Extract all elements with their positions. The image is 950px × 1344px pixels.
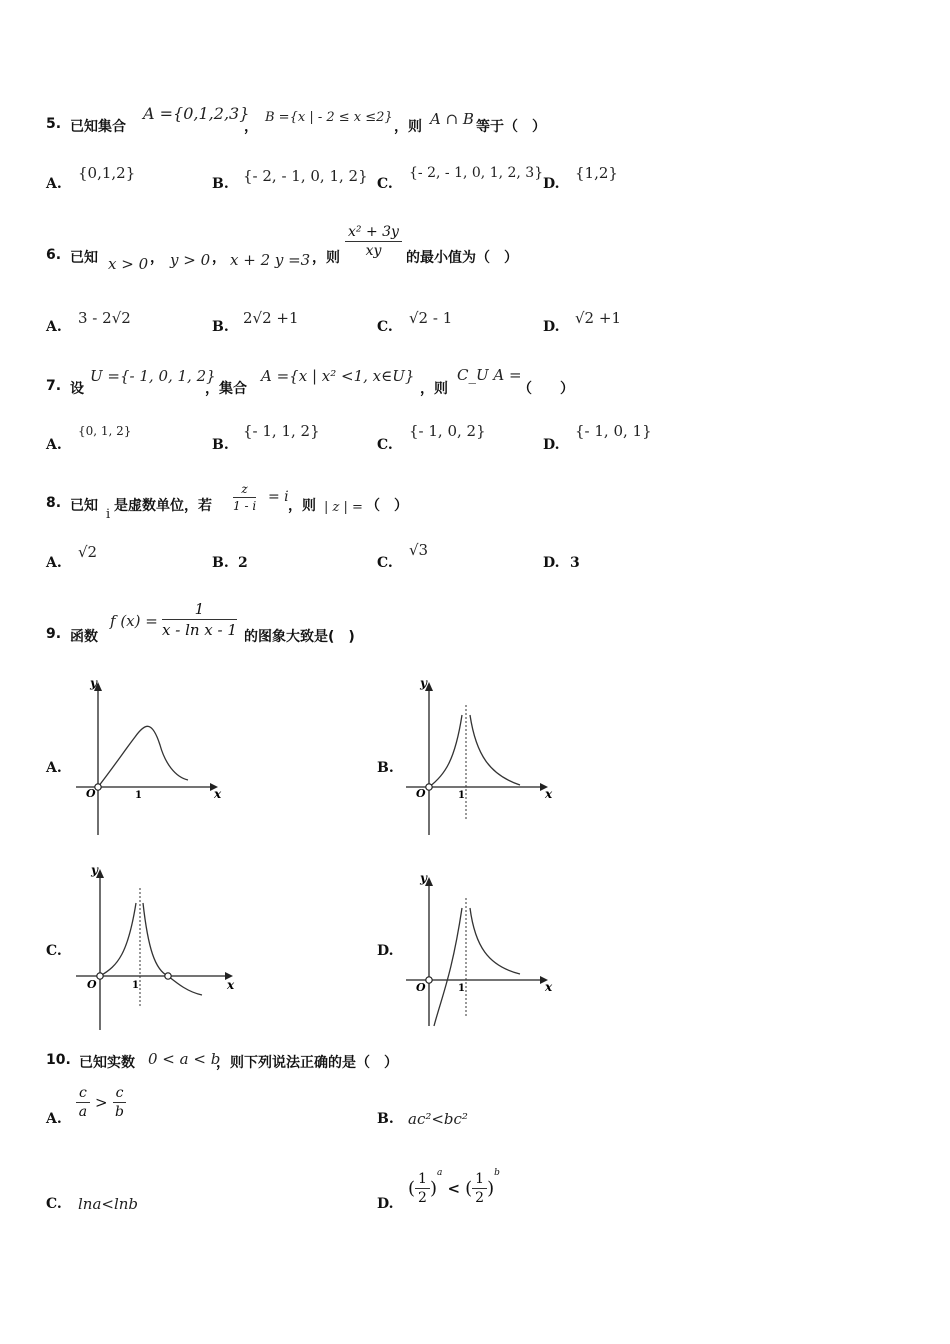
origin-label: O bbox=[86, 787, 96, 800]
origin-label: O bbox=[416, 787, 426, 800]
q6-fraction bbox=[345, 224, 402, 259]
q7-text-2: ，集合 bbox=[205, 381, 247, 397]
q7-number: 7. bbox=[46, 378, 62, 394]
q5-sep: ， bbox=[244, 119, 258, 135]
q5-option-d-value: {1,2} bbox=[575, 164, 618, 182]
q10-a-den1: a bbox=[78, 1104, 88, 1120]
x-label: x bbox=[545, 980, 553, 994]
q5-set-b: B ={x | - 2 ≤ x ≤2} bbox=[265, 110, 393, 125]
q6-cond-1: x > 0 bbox=[108, 255, 149, 273]
q8-text-1: 已知 bbox=[70, 498, 98, 514]
curve-left bbox=[100, 903, 136, 976]
q6-text-3: 的最小值为（ ） bbox=[406, 250, 518, 266]
q10-d-exp2: b bbox=[494, 1168, 500, 1178]
q6-option-a-value: 3 - 2√2 bbox=[78, 309, 131, 327]
q10-d-den1: 2 bbox=[418, 1190, 427, 1206]
q8-number: 8. bbox=[46, 495, 62, 511]
curve-left bbox=[429, 715, 462, 787]
q9-frac-den: x - ln x - 1 bbox=[162, 621, 237, 639]
q5-number: 5. bbox=[46, 116, 62, 132]
q9-option-b-label: B. bbox=[377, 760, 394, 776]
q8-option-b-value: 2 bbox=[238, 555, 248, 571]
q8-fraction bbox=[233, 482, 256, 513]
y-label: y bbox=[420, 676, 427, 690]
q8-option-c-label: C. bbox=[377, 555, 393, 571]
q6-cond-3: x + 2 y =3 bbox=[230, 251, 311, 269]
q9-frac-num: 1 bbox=[162, 600, 237, 620]
q9-graph-d bbox=[400, 866, 560, 1031]
q7-option-b-value: {- 1, 1, 2} bbox=[243, 422, 320, 440]
q10-d-op: < bbox=[447, 1179, 461, 1198]
q9-text-1: 函数 bbox=[70, 629, 98, 645]
q10-a-num2: c bbox=[113, 1085, 127, 1103]
q10-option-b-label: B. bbox=[377, 1111, 394, 1127]
q7-set-u: U ={- 1, 0, 1, 2} bbox=[90, 367, 216, 385]
x-label: x bbox=[214, 787, 222, 801]
q5-text-1: 已知集合 bbox=[70, 119, 126, 135]
q8-mod: | z | = bbox=[324, 500, 363, 515]
q10-option-d-label: D. bbox=[377, 1196, 394, 1212]
origin-label: O bbox=[416, 981, 426, 994]
q9-option-c-label: C. bbox=[46, 943, 62, 959]
q7-option-c-label: C. bbox=[377, 437, 393, 453]
q8-eq: = i bbox=[268, 489, 289, 505]
q6-option-b-value: 2√2 +1 bbox=[243, 309, 299, 327]
q7-option-d-value: {- 1, 0, 1} bbox=[575, 422, 652, 440]
q9-fraction bbox=[162, 600, 237, 639]
q5-text-3: 等于（ ） bbox=[476, 119, 546, 135]
q7-text-3: ，则 bbox=[420, 381, 448, 397]
q5-option-d-label: D. bbox=[543, 176, 560, 192]
q5-option-c-label: C. bbox=[377, 176, 393, 192]
q8-text-4: （ ） bbox=[366, 498, 408, 514]
q10-option-c-value: lna<lnb bbox=[78, 1195, 139, 1213]
q6-number: 6. bbox=[46, 247, 62, 263]
q5-expr: A ∩ B bbox=[430, 110, 474, 128]
q10-text-2: ，则下列说法正确的是（ ） bbox=[216, 1055, 398, 1071]
q6-text-1: 已知 bbox=[70, 250, 98, 266]
q9-text-2: 的图象大致是( ) bbox=[244, 629, 355, 645]
q7-option-a-value: {0, 1, 2} bbox=[78, 424, 132, 438]
q8-option-b-label: B. bbox=[212, 555, 229, 571]
q5-option-b-label: B. bbox=[212, 176, 229, 192]
y-label: y bbox=[90, 676, 97, 690]
q10-a-op: > bbox=[94, 1093, 108, 1112]
q8-option-a-label: A. bbox=[46, 555, 62, 571]
q7-set-a: A ={x | x² <1, x∈U} bbox=[261, 367, 415, 385]
q10-cond: 0 < a < b bbox=[148, 1050, 221, 1068]
q8-frac-num: z bbox=[233, 482, 256, 498]
q5-option-c-value: {- 2, - 1, 0, 1, 2, 3} bbox=[409, 165, 544, 181]
q10-option-c-label: C. bbox=[46, 1196, 62, 1212]
tick-1-label: 1 bbox=[458, 983, 465, 994]
q10-a-den2: b bbox=[115, 1104, 125, 1120]
q5-text-2: ，则 bbox=[394, 119, 422, 135]
q6-frac-den: xy bbox=[365, 243, 382, 259]
q10-d-exp1: a bbox=[436, 1168, 443, 1178]
q5-set-a: A ={0,1,2,3} bbox=[143, 104, 250, 123]
q5-option-b-value: {- 2, - 1, 0, 1, 2} bbox=[243, 167, 368, 185]
curve-right bbox=[143, 903, 202, 995]
q6-frac-num: x² + 3y bbox=[345, 224, 402, 242]
q6-option-c-value: √2 - 1 bbox=[409, 309, 453, 327]
q9-graph-b bbox=[400, 675, 560, 840]
q7-option-d-label: D. bbox=[543, 437, 560, 453]
curve-left bbox=[434, 908, 462, 1026]
tick-1-label: 1 bbox=[135, 790, 142, 801]
x-label: x bbox=[545, 787, 553, 801]
q9-graph-c bbox=[70, 858, 245, 1033]
q10-a-num1: c bbox=[76, 1085, 90, 1103]
q6-option-d-label: D. bbox=[543, 319, 560, 335]
q8-i: i bbox=[106, 507, 111, 522]
y-label: y bbox=[91, 863, 98, 877]
curve-right bbox=[470, 908, 520, 974]
q10-d-num1: 1 bbox=[415, 1171, 430, 1189]
origin-label: O bbox=[87, 978, 97, 991]
open-point bbox=[426, 784, 432, 790]
tick-1-label: 1 bbox=[132, 980, 139, 991]
open-point bbox=[165, 973, 171, 979]
q7-option-a-label: A. bbox=[46, 437, 62, 453]
open-point bbox=[95, 784, 101, 790]
open-point bbox=[97, 973, 103, 979]
q7-expr: C_U A = bbox=[457, 366, 522, 384]
q9-option-d-label: D. bbox=[377, 943, 394, 959]
q10-option-b-value: ac²<bc² bbox=[408, 1110, 468, 1128]
q6-option-a-label: A. bbox=[46, 319, 62, 335]
q6-option-c-label: C. bbox=[377, 319, 393, 335]
q10-d-den2: 2 bbox=[475, 1190, 485, 1206]
q8-option-d-label: D. bbox=[543, 555, 560, 571]
q6-text-2: ，则 bbox=[312, 250, 340, 266]
q9-graph-a bbox=[70, 675, 230, 840]
q8-text-3: ，则 bbox=[288, 498, 316, 514]
q10-option-a-label: A. bbox=[46, 1111, 62, 1127]
q6-option-b-label: B. bbox=[212, 319, 229, 335]
q7-option-c-value: {- 1, 0, 2} bbox=[409, 422, 486, 440]
q5-option-a-value: {0,1,2} bbox=[78, 164, 136, 182]
q10-option-a-expr bbox=[76, 1085, 126, 1120]
open-point bbox=[426, 977, 432, 983]
q6-option-d-value: √2 +1 bbox=[575, 309, 621, 327]
q8-option-c-value: √3 bbox=[409, 541, 429, 559]
q10-number: 10. bbox=[46, 1052, 71, 1068]
q10-text-1: 已知实数 bbox=[79, 1055, 135, 1071]
curve bbox=[98, 726, 188, 787]
q9-option-a-label: A. bbox=[46, 760, 62, 776]
q8-frac-den: 1 - i bbox=[233, 499, 257, 513]
q8-option-a-value: √2 bbox=[78, 543, 98, 561]
curve-right bbox=[470, 715, 520, 785]
q9-fx: f (x) = bbox=[110, 612, 158, 630]
q7-text-4: （ ） bbox=[518, 381, 574, 397]
q10-option-d-expr: ( $\frac{1}{2}$ )$^a$ < ( $\frac{1}{2}$ )$^b$ bbox=[408, 1168, 500, 1206]
tick-1-label: 1 bbox=[458, 790, 465, 801]
q7-option-b-label: B. bbox=[212, 437, 229, 453]
y-label: y bbox=[420, 871, 427, 885]
q9-number: 9. bbox=[46, 626, 62, 642]
q8-text-2: 是虚数单位，若 bbox=[114, 498, 212, 514]
q10-d-num2: 1 bbox=[472, 1171, 487, 1189]
x-label: x bbox=[227, 978, 235, 992]
q5-option-a-label: A. bbox=[46, 176, 62, 192]
q6-cond-2: y > 0 bbox=[170, 251, 211, 269]
q8-option-d-value: 3 bbox=[570, 555, 580, 571]
q7-text-1: 设 bbox=[70, 381, 84, 397]
